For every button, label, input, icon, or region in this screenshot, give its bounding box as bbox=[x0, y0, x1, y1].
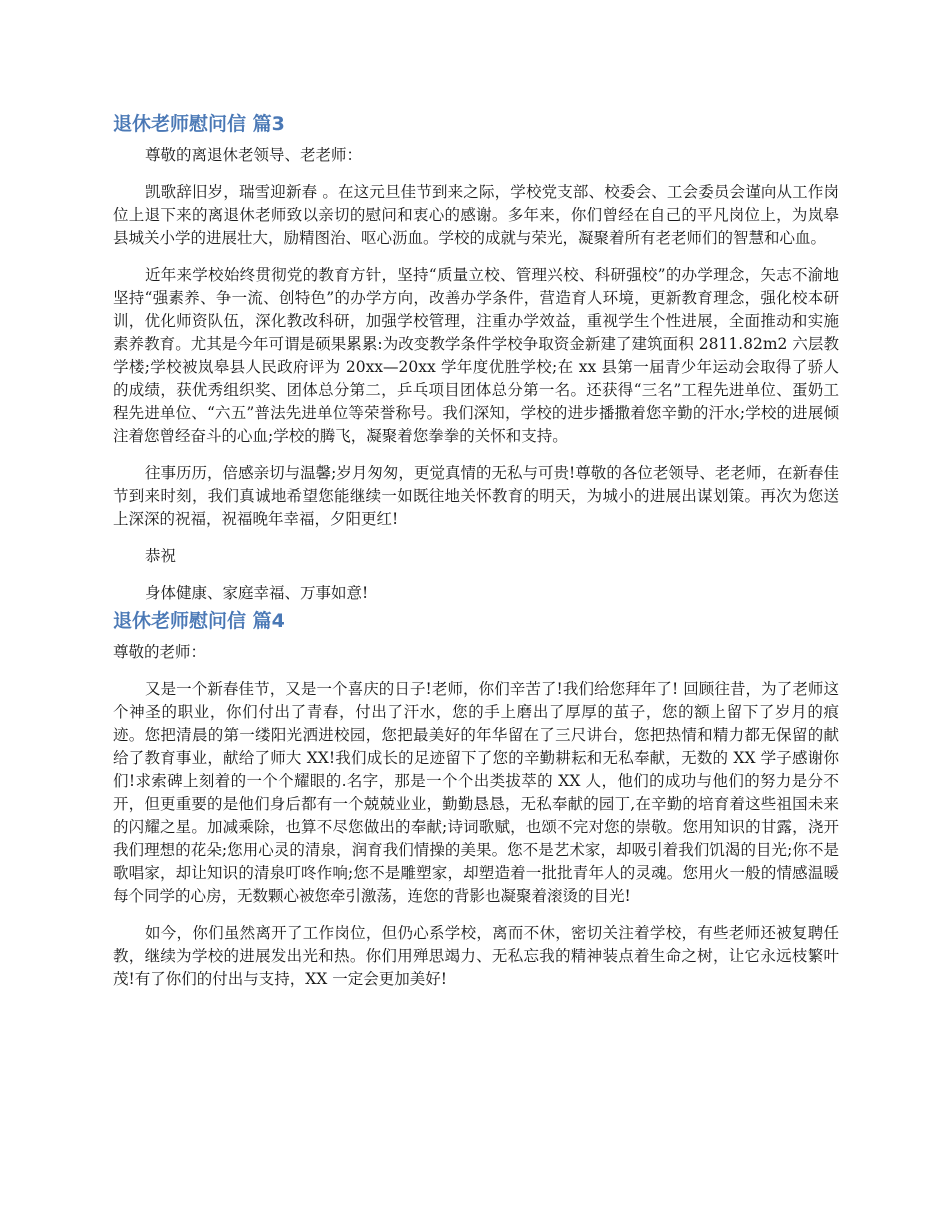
section-3-greeting: 尊敬的离退休老领导、老老师： bbox=[145, 146, 363, 164]
section-3-title: 退休老师慰问信 篇3 bbox=[113, 113, 285, 135]
section-3-wishes: 身体健康、家庭幸福、万事如意! bbox=[145, 584, 369, 602]
section-3-paragraph-1: 凯歌辞旧岁，瑞雪迎新春 。在这元旦佳节到来之际，学校党支部、校委会、工会委员会谨向从工作岗位上退下来的离退休老师致以亲切的慰问和衷心的感谢。多年来，你们曾经在自己的平凡岗位上，为岚皋县城关小学的进展壮大，励精图治、呕心沥血。学校的成就与荣光，凝聚着所有老老师们的智慧和心血。 bbox=[113, 183, 839, 247]
section-3-paragraph-2: 近年来学校始终贯彻党的教育方针，坚持“质量立校、管理兴校、科研强校”的办学理念，矢志不渝地坚持“强素养、争一流、创特色”的办学方向，改善办学条件，营造育人环境，更新教育理念，强化校本研训，优化师资队伍，深化教改科研，加强学校管理，注重办学效益，重视学生个性进展，全面推动和实施素养教育。尤其是今年可谓是硕果累累:为改变教学条件学校争取资金新建了建筑面积 2811.82m2 六层教学楼;学校被岚皋县人民政府评为 20xx—20xx 学年度优胜学校;在 xx 县第一届青少年运动会取得了骄人的成绩，获优秀组织奖、团体总分第二，乒乓项目团体总分第一名。还获得“三名”工程先进单位、蛋奶工程先进单位、“六五”普法先进单位等荣誉称号。我们深知，学校的进步播撒着您辛勤的汗水;学校的进展倾注着您曾经奋斗的心血;学校的腾飞，凝聚着您拳拳的关怀和支持。 bbox=[113, 266, 839, 445]
section-4-paragraph-1: 又是一个新春佳节，又是一个喜庆的日子!老师，你们辛苦了!我们给您拜年了! 回顾往昔，为了老师这个神圣的职业，你们付出了青春，付出了汗水，您的手上磨出了厚厚的茧子，您的额上留下了岁月的痕迹。您把清晨的第一缕阳光洒进校园，您把最美好的年华留在了三尺讲台，您把热情和精力都无保留的献给了教育事业，献给了师大 XX!我们成长的足迹留下了您的辛勤耕耘和无私奉献，无数的 XX 学子感谢你们!求索碑上刻着的一个个耀眼的.名字，那是一个个出类拔萃的 XX 人，他们的成功与他们的努力是分不开，但更重要的是他们身后都有一个兢兢业业，勤勤恳恳，无私奉献的园丁,在辛勤的培育着这些祖国未来的闪耀之星。加减乘除，也算不尽您做出的奉献;诗词歌赋，也颂不完对您的崇敬。您用知识的甘露，浇开我们理想的花朵;您用心灵的清泉，润育我们情操的美果。您不是艺术家，却吸引着我们饥渴的目光;你不是歌唱家，却让知识的清泉叮咚作响;您不是雕塑家，却塑造着一批批青年人的灵魂。您用火一般的情感温暖每个同学的心房，无数颗心被您牵引激荡，连您的背影也凝聚着滚烫的目光! bbox=[113, 680, 839, 905]
document-page bbox=[113, 108, 839, 991]
section-3-closing: 恭祝 bbox=[145, 547, 177, 565]
section-4-title: 退休老师慰问信 篇4 bbox=[113, 610, 285, 632]
section-4-paragraph-2: 如今，你们虽然离开了工作岗位，但仍心系学校，离而不休，密切关注着学校，有些老师还被复聘任教，继续为学校的进展发出光和热。你们用殚思竭力、无私忘我的精神装点着生命之树，让它永远枝繁叶茂!有了你们的付出与支持，XX 一定会更加美好! bbox=[113, 924, 839, 988]
section-3-paragraph-3: 往事历历，倍感亲切与温馨;岁月匆匆，更觉真情的无私与可贵!尊敬的各位老领导、老老师，在新春佳节到来时刻，我们真诚地希望您能继续一如既往地关怀教育的明天，为城小的进展出谋划策。再次为您送上深深的祝福，祝福晚年幸福，夕阳更红! bbox=[113, 464, 839, 528]
section-4-greeting: 尊敬的老师： bbox=[113, 643, 207, 661]
